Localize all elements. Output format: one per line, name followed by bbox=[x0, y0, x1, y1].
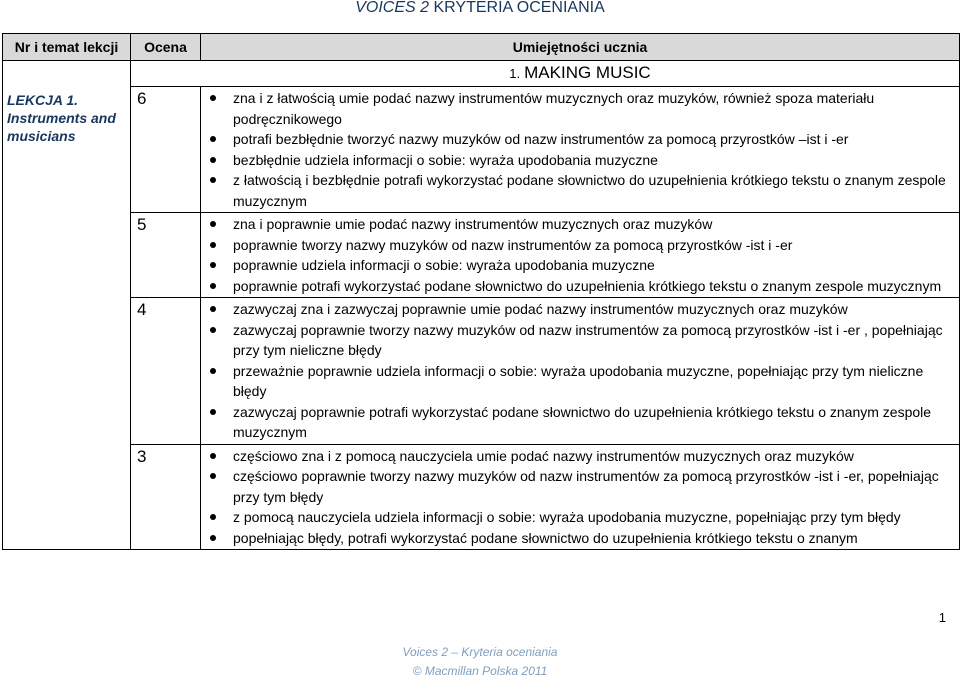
table-header-row bbox=[3, 34, 960, 61]
list-item: popełniając błędy, potrafi wykorzystać podane słownictwo do uzupełnienia krótkiego tekstu o znanym bbox=[233, 528, 959, 549]
document-title bbox=[0, 0, 960, 16]
list-item: zna i z łatwością umie podać nazwy instrumentów muzycznych oraz muzyków, również spoza materiału podręcznikowego bbox=[233, 88, 959, 129]
list-item: częściowo zna i z pomocą nauczyciela umie podać nazwy instrumentów muzycznych oraz muzyków bbox=[233, 446, 959, 467]
list-item: zazwyczaj poprawnie tworzy nazwy muzyków od nazw instrumentów za pomocą przyrostków -ist i -er , popełniając przy tym nieliczne błędy bbox=[233, 320, 959, 361]
list-item: zazwyczaj zna i zazwyczaj poprawnie umie podać nazwy instrumentów muzycznych oraz muzyków bbox=[233, 299, 959, 320]
footer-line-1: Voices 2 – Kryteria oceniania bbox=[402, 645, 558, 659]
grade-group-5 bbox=[3, 213, 960, 298]
header-skills: Umiejętności ucznia bbox=[201, 34, 960, 61]
lesson-label: LEKCJA 1. bbox=[7, 92, 79, 108]
list-item: częściowo poprawnie tworzy nazwy muzyków od nazw instrumentów za pomocą przyrostków -ist i -er, popełniając przy tym błędy bbox=[233, 466, 959, 507]
section-title-text: MAKING MUSIC bbox=[524, 63, 651, 82]
list-item: poprawnie tworzy nazwy muzyków od nazw instrumentów za pomocą przyrostków -ist i -er bbox=[233, 235, 959, 256]
list-item: potrafi bezbłędnie tworzyć nazwy muzyków od nazw instrumentów za pomocą przyrostków –ist i -er bbox=[233, 129, 959, 150]
lesson-topic: Instruments and musicians bbox=[7, 110, 116, 144]
page-footer bbox=[0, 643, 960, 681]
list-item: poprawnie udziela informacji o sobie: wyraża upodobania muzyczne bbox=[233, 255, 959, 276]
header-lesson: Nr i temat lekcji bbox=[3, 34, 131, 61]
grade-value: 3 bbox=[131, 444, 201, 550]
section-row bbox=[3, 61, 960, 87]
list-item: bezbłędnie udziela informacji o sobie: wyraża upodobania muzyczne bbox=[233, 150, 959, 171]
section-number: 1. bbox=[509, 66, 521, 81]
list-item: z łatwością i bezbłędnie potrafi wykorzystać podane słownictwo do uzupełnienia krótkiego tekstu o znanym zespole muzycznym bbox=[233, 170, 959, 211]
grade-value: 5 bbox=[131, 213, 201, 298]
criteria-cell bbox=[201, 87, 960, 213]
list-item: zazwyczaj poprawnie potrafi wykorzystać podane słownictwo do uzupełnienia krótkiego tekstu o znanym zespole muzycznym bbox=[233, 402, 959, 443]
list-item: zna i poprawnie umie podać nazwy instrumentów muzycznych oraz muzyków bbox=[233, 214, 959, 235]
grade-value: 6 bbox=[131, 87, 201, 213]
header-grade: Ocena bbox=[131, 34, 201, 61]
footer-line-2: © Macmillan Polska 2011 bbox=[412, 664, 548, 678]
list-item: z pomocą nauczyciela udziela informacji o sobie: wyraża upodobania muzyczne, popełniając przy tym błędy bbox=[233, 507, 959, 528]
document-title-series: VOICES 2 bbox=[355, 0, 430, 16]
grade-group-3 bbox=[3, 444, 960, 550]
criteria-cell bbox=[201, 213, 960, 298]
page-number: 1 bbox=[938, 610, 946, 625]
document-title-rest: KRYTERIA OCENIANIA bbox=[433, 0, 605, 16]
grade-group-6 bbox=[3, 87, 960, 213]
criteria-cell bbox=[201, 298, 960, 445]
list-item: przeważnie poprawnie udziela informacji o sobie: wyraża upodobania muzyczne, popełniając przy tym nieliczne błędy bbox=[233, 361, 959, 402]
grade-value: 4 bbox=[131, 298, 201, 445]
lesson-cell bbox=[3, 61, 131, 550]
grade-group-4 bbox=[3, 298, 960, 445]
criteria-cell bbox=[201, 444, 960, 550]
criteria-table bbox=[2, 33, 960, 550]
section-title bbox=[131, 61, 960, 87]
list-item: poprawnie potrafi wykorzystać podane słownictwo do uzupełnienia krótkiego tekstu o znanym zespole muzycznym bbox=[233, 276, 959, 297]
